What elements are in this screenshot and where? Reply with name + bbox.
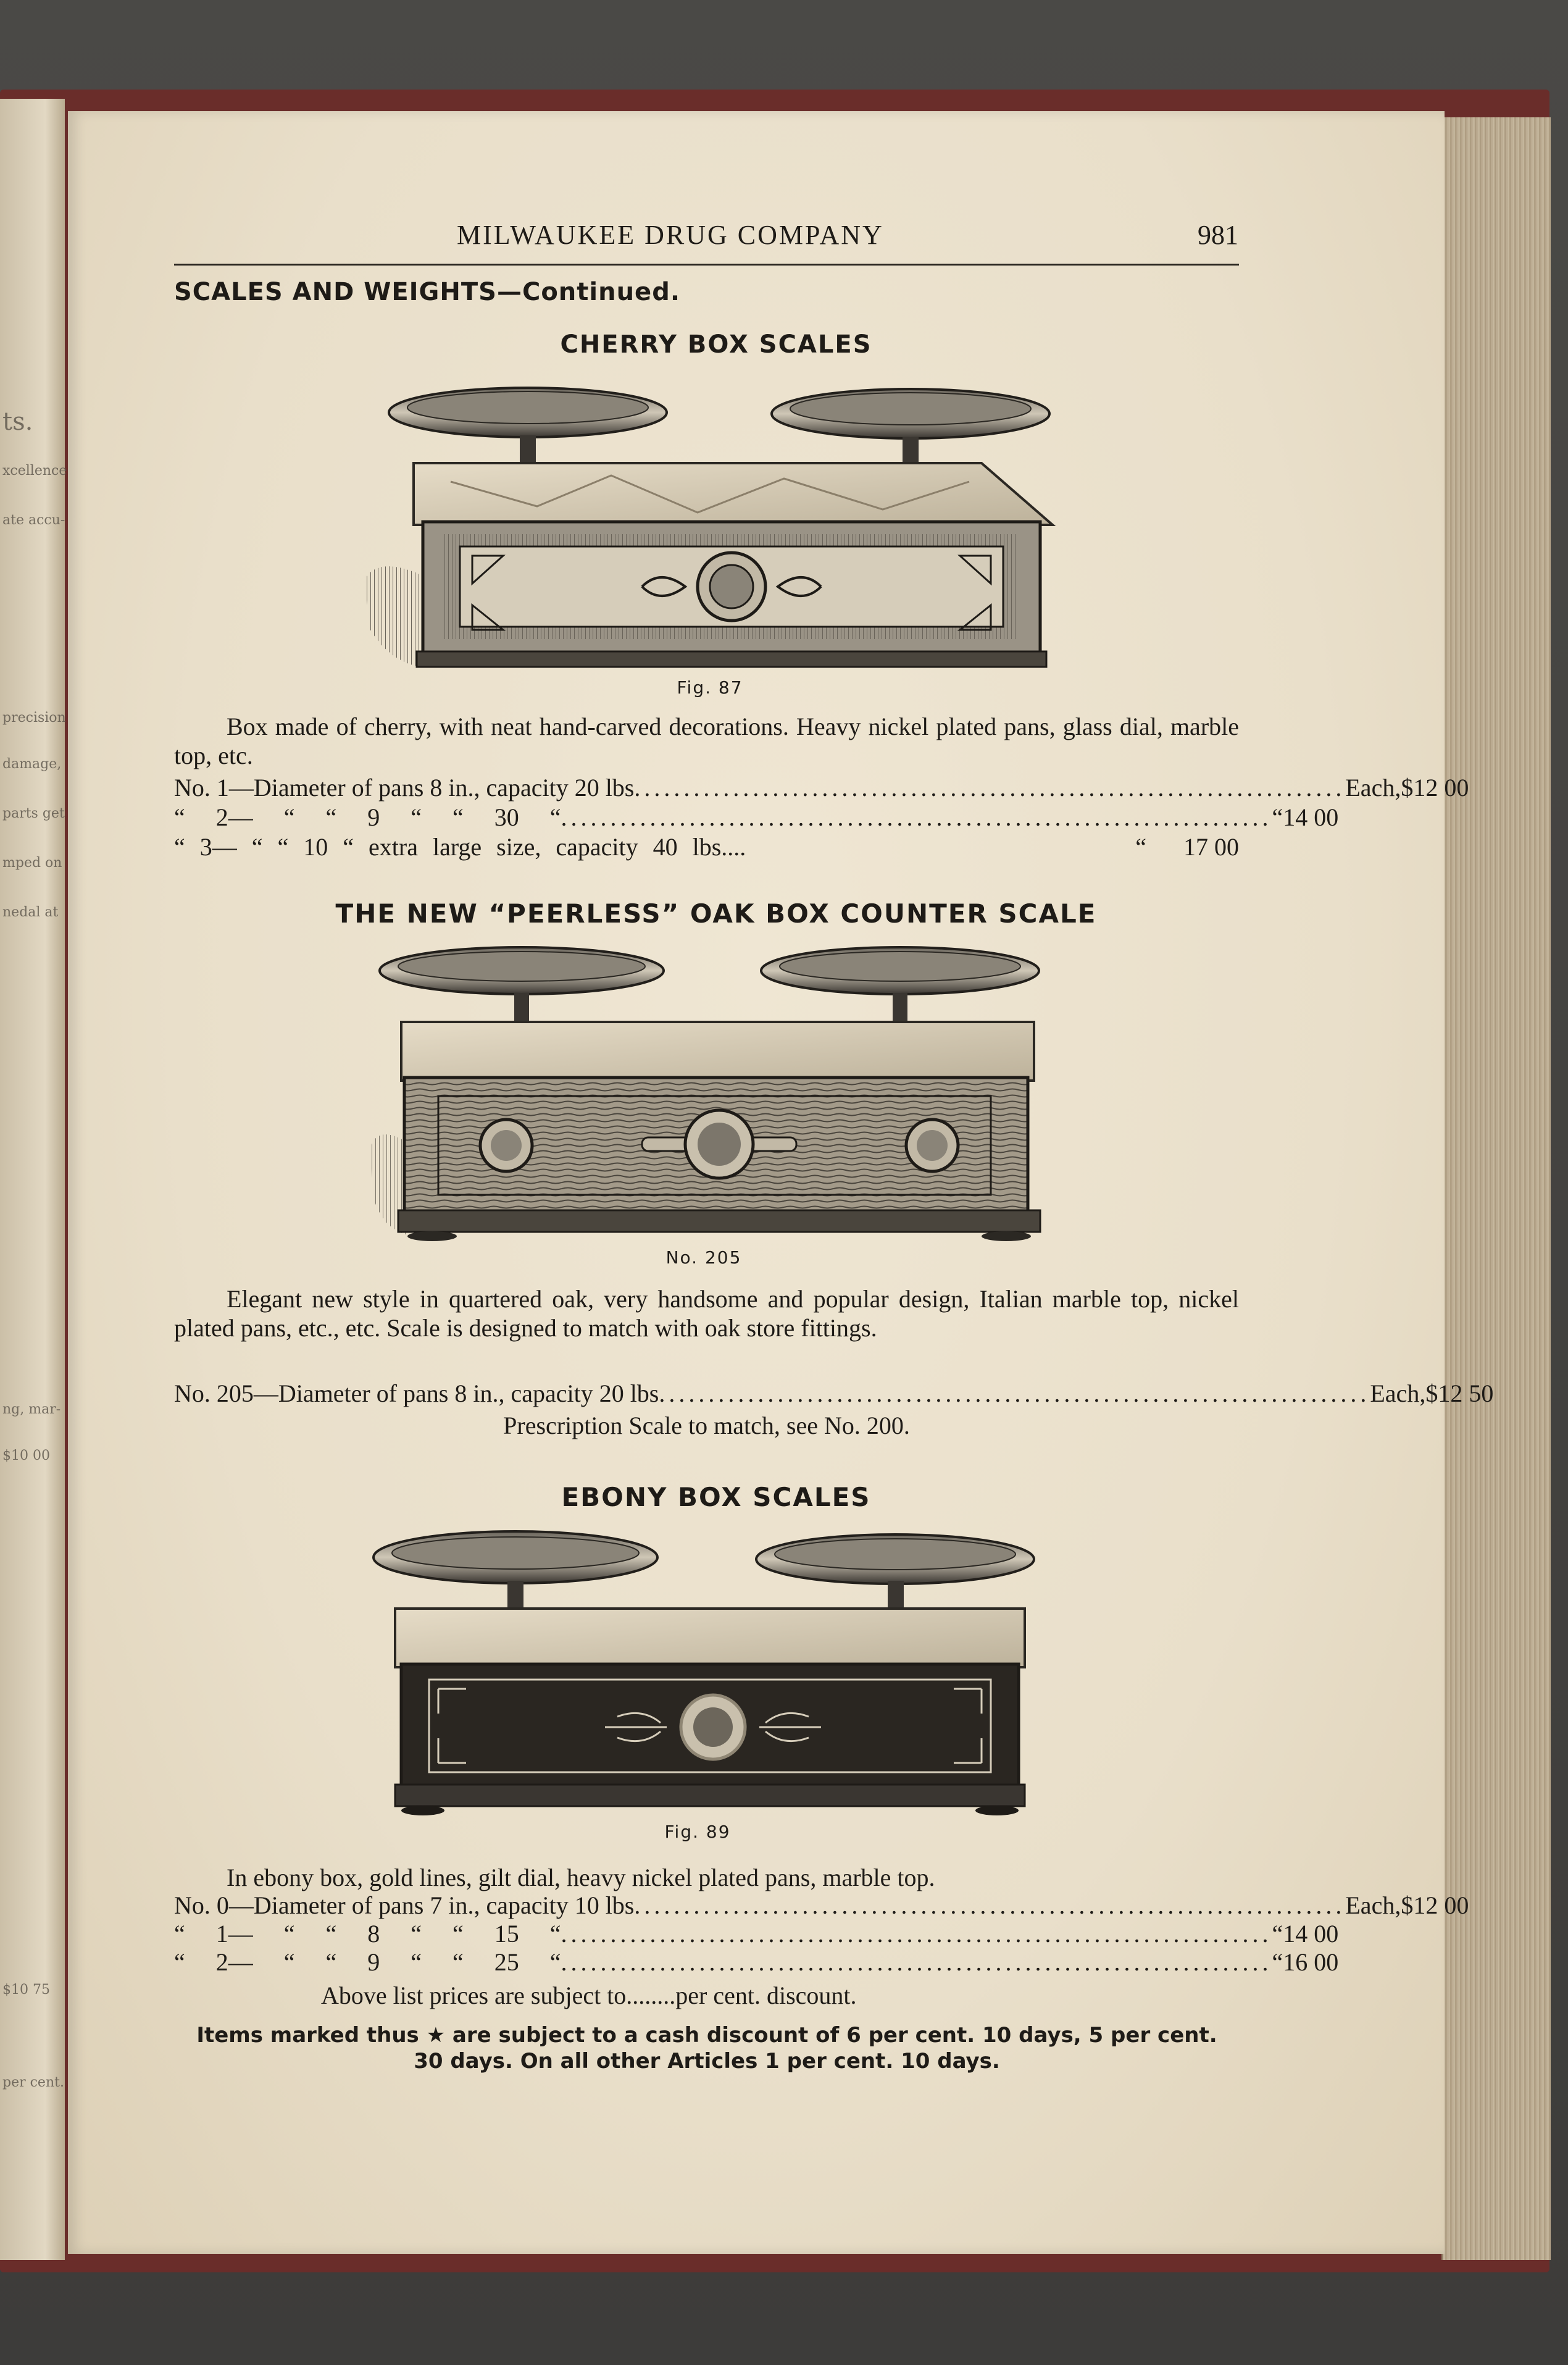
left-fragment: ts. bbox=[2, 408, 33, 436]
left-fragment: $10 00 bbox=[2, 1448, 50, 1463]
price-row bbox=[174, 1919, 1339, 1948]
leader-dots: ........................................................................ bbox=[561, 803, 1272, 831]
price-row-lead: No. 1—Diameter of pans 8 in., capacity 20 lbs bbox=[174, 774, 635, 802]
discount-line bbox=[321, 1981, 857, 2010]
leader-dots: ........................................................................ bbox=[659, 1379, 1370, 1407]
figure-caption: Fig. 87 bbox=[677, 677, 743, 698]
price-row-unit: “ bbox=[1135, 833, 1146, 861]
product-title: CHERRY BOX SCALES bbox=[560, 330, 872, 359]
discount-line-after: per cent. discount. bbox=[675, 1982, 857, 2009]
product-description: Elegant new style in quartered oak, very handsome and popular design, Italian marble top, nickel plated pans, etc., etc. Scale is designed to match with oak store fittings. bbox=[174, 1285, 1239, 1342]
ebony-box-scale-illustration bbox=[370, 1522, 1049, 1819]
price-row-price: 16 00 bbox=[1283, 1948, 1339, 1976]
leader-dots: ........................................................................ bbox=[634, 774, 1346, 802]
left-fragment: precision bbox=[2, 710, 66, 726]
price-row bbox=[174, 803, 1339, 832]
left-fragment: ng, mar- bbox=[2, 1402, 61, 1417]
left-page-edge bbox=[0, 99, 65, 2260]
prescription-note: Prescription Scale to match, see No. 200. bbox=[503, 1412, 910, 1439]
left-fragment: xcellence bbox=[2, 463, 67, 479]
left-fragment: per cent. bbox=[2, 2075, 64, 2090]
price-row-lead: “ 2— “ “ 9 “ “ 30 “ bbox=[174, 803, 561, 831]
price-row-price: 14 00 bbox=[1283, 803, 1339, 831]
price-row-unit: Each, bbox=[1345, 1891, 1401, 1919]
price-row-price: 17 00 bbox=[1183, 833, 1239, 861]
leader-dots: ........................................................................ bbox=[634, 1891, 1346, 1919]
page-fore-edge bbox=[1441, 117, 1551, 2260]
product-title: EBONY BOX SCALES bbox=[561, 1482, 871, 1512]
footer-note bbox=[167, 2022, 1247, 2074]
product-title: THE NEW “PEERLESS” OAK BOX COUNTER SCALE bbox=[335, 898, 1097, 929]
left-fragment: $10 75 bbox=[2, 1982, 50, 1998]
product-description: In ebony box, gold lines, gilt dial, heavy nickel plated pans, marble top. bbox=[227, 1864, 935, 1891]
left-fragment: damage, bbox=[2, 756, 62, 772]
price-row-price: 14 00 bbox=[1283, 1920, 1339, 1948]
product-description: Box made of cherry, with neat hand-carved decorations. Heavy nickel plated pans, glass dial, marble top, etc. bbox=[174, 713, 1239, 769]
price-row bbox=[174, 773, 1469, 802]
running-title: MILWAUKEE DRUG COMPANY bbox=[457, 220, 884, 250]
left-fragment: parts get bbox=[2, 806, 65, 821]
section-title: SCALES AND WEIGHTS—Continued. bbox=[174, 278, 681, 306]
price-row-lead: “ 3— “ “ 10 “ extra large size, capacity 40 lbs.... bbox=[174, 833, 746, 861]
price-row-lead: “ 1— “ “ 8 “ “ 15 “ bbox=[174, 1920, 561, 1948]
left-fragment: mped on bbox=[2, 855, 62, 871]
figure-caption: No. 205 bbox=[665, 1247, 742, 1268]
price-row-price: $12 50 bbox=[1425, 1379, 1494, 1407]
price-row-unit: “ bbox=[1272, 1948, 1283, 1976]
peerless-oak-scale-illustration bbox=[364, 939, 1049, 1241]
header-rule bbox=[174, 264, 1239, 266]
price-row-unit: Each, bbox=[1370, 1379, 1426, 1407]
footer-line-2: 30 days. On all other Articles 1 per cent. 10 days. bbox=[414, 2049, 1000, 2074]
left-fragment: nedal at bbox=[2, 905, 59, 920]
price-row-unit: “ bbox=[1272, 1920, 1283, 1948]
discount-line-before: Above list prices are subject to bbox=[321, 1982, 627, 2009]
leader-dots: ........ bbox=[626, 1982, 676, 2009]
cherry-box-scale-illustration bbox=[352, 370, 1062, 673]
price-row-price: $12 00 bbox=[1401, 1891, 1469, 1919]
price-row-price: $12 00 bbox=[1401, 774, 1469, 802]
price-row-lead: No. 205—Diameter of pans 8 in., capacity 20 lbs bbox=[174, 1379, 659, 1407]
price-row-lead: No. 0—Diameter of pans 7 in., capacity 10 lbs bbox=[174, 1891, 635, 1919]
page-number: 981 bbox=[1198, 220, 1238, 250]
left-fragment: ate accu- bbox=[2, 513, 65, 528]
price-row bbox=[174, 1379, 1494, 1408]
price-row-unit: “ bbox=[1272, 803, 1283, 831]
footer-line-1: Items marked thus ★ are subject to a cash discount of 6 per cent. 10 days, 5 per cent. bbox=[196, 2023, 1217, 2048]
price-row bbox=[174, 832, 1239, 861]
price-row bbox=[174, 1891, 1469, 1920]
price-row-lead: “ 2— “ “ 9 “ “ 25 “ bbox=[174, 1948, 561, 1976]
price-row bbox=[174, 1948, 1339, 1977]
leader-dots: ........................................................................ bbox=[561, 1920, 1272, 1948]
price-row-unit: Each, bbox=[1345, 774, 1401, 802]
figure-caption: Fig. 89 bbox=[664, 1822, 731, 1842]
leader-dots: ........................................................................ bbox=[561, 1948, 1272, 1976]
